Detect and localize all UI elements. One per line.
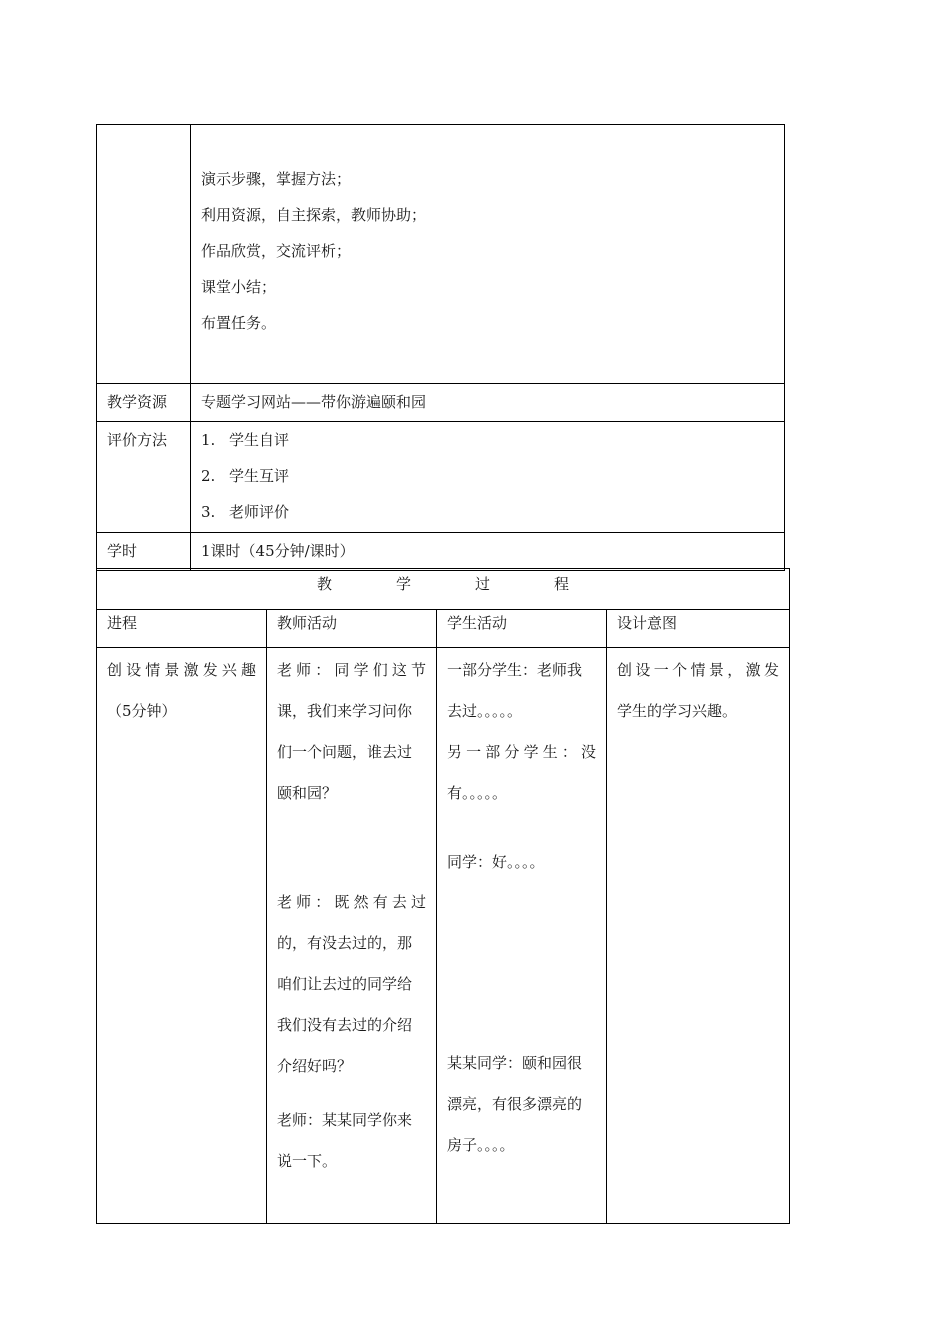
evaluation-item: 3. 老师评价 <box>201 503 290 521</box>
teaching-steps-cell <box>191 125 785 384</box>
step-item: 演示步骤，掌握方法； <box>201 170 352 188</box>
step-item: 作品欣赏，交流评析； <box>201 242 352 260</box>
step-item: 利用资源，自主探索，教师协助； <box>201 206 427 224</box>
evaluation-list <box>191 422 785 533</box>
hours-label: 学时 <box>107 542 138 560</box>
evaluation-item: 2. 学生互评 <box>201 467 290 485</box>
stage-duration: （5分钟） <box>107 702 177 720</box>
design-intent-cell: 创设一个情景，激发 学生的学习兴趣。 <box>607 648 790 1224</box>
evaluation-label: 评价方法 <box>107 431 168 449</box>
process-title: 教 学 过 程 <box>97 569 790 610</box>
header-teacher: 教师活动 <box>267 610 437 648</box>
lesson-info-table <box>96 124 785 571</box>
teaching-process-table <box>96 568 790 1224</box>
header-stage: 进程 <box>97 610 267 648</box>
header-intent: 设计意图 <box>607 610 790 648</box>
resources-label: 教学资源 <box>107 393 168 411</box>
resources-value: 专题学习网站——带你游遍颐和园 <box>201 393 427 411</box>
teacher-activity-cell: 老师：同学们这节 课，我们来学习问你 们一个问题，谁去过 颐和园？ 老师：既然有去过 的，有没去过的，那 咱们让去过的同学给 我们没有去过的介绍 介绍好吗？ 老师：某某同学你来 说一下。 <box>267 648 437 1224</box>
step-item: 课堂小结； <box>201 278 277 296</box>
stage-name: 创设情景激发兴趣 <box>107 661 256 679</box>
step-item: 布置任务。 <box>201 314 277 332</box>
hours-value: 1课时（45分钟/课时） <box>201 542 355 560</box>
student-activity-cell: 一部分学生：老师我 去过。。。。。 另一部分学生：没 有。。。。。 同学：好。。。。 某某同学：颐和园很 漂亮，有很多漂亮的 房子。。。。 <box>437 648 607 1224</box>
evaluation-item: 1. 学生自评 <box>201 431 290 449</box>
steps-label-cell <box>97 125 191 384</box>
stage-cell <box>97 648 267 1224</box>
header-student: 学生活动 <box>437 610 607 648</box>
